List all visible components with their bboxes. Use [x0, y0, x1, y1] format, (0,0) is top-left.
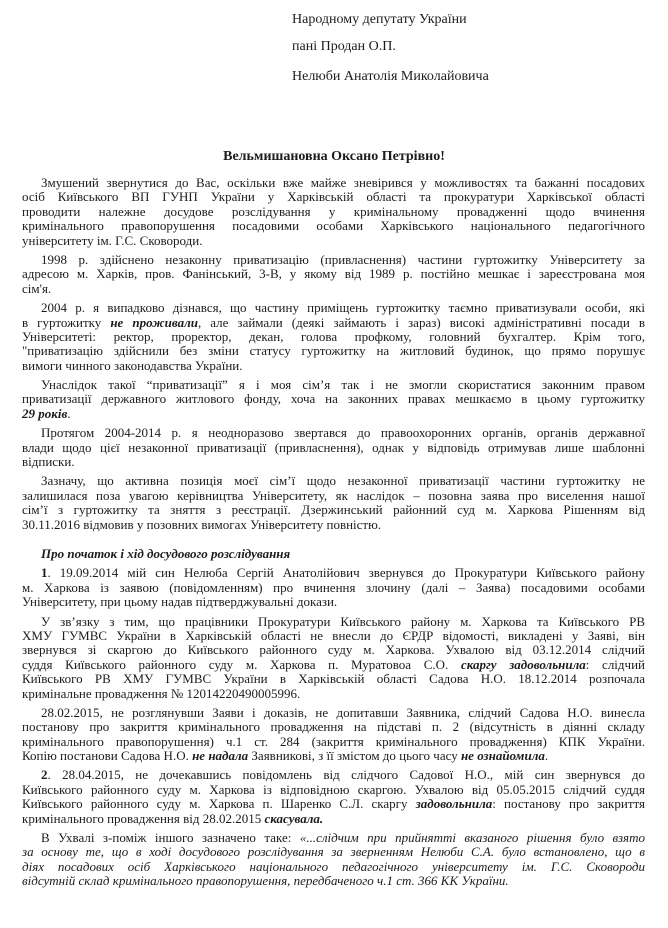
letter-body: [22, 176, 645, 889]
text-segment: кримінального правопорушення) ч.1 ст. 284 (закриття кримінального провадження) КПК України.: [22, 733, 645, 749]
paragraph: [22, 566, 645, 609]
salutation: Вельмишановна Оксано Петрівно!: [223, 149, 445, 164]
text-line: [22, 489, 645, 503]
text-line: [22, 860, 645, 874]
emphasized-text: не ознайомила: [460, 748, 545, 764]
emphasized-text: Про початок і хід досудового розслідування: [41, 545, 291, 561]
text-line: [22, 735, 645, 749]
recipient-name: пані Продан О.П.: [292, 39, 396, 54]
paragraph: [22, 426, 645, 469]
text-line: [22, 615, 645, 629]
text-segment: Університеті: ректор, проректор, декан, голова профкому, головний бухгалтер. Крім того,: [22, 328, 645, 344]
paragraph: [22, 474, 645, 532]
text-segment: : постанову про закриття: [492, 796, 645, 812]
text-segment: В Ухвалі з-поміж іншого зазначено таке:: [41, 830, 300, 846]
sender-name: Нелюби Анатолія Миколайовича: [292, 69, 489, 84]
text-line: [22, 441, 645, 455]
text-segment: . 19.09.2014 мій син Нелюба Сергій Анатолійович звернувся до Прокуратури Київського району: [47, 565, 645, 581]
text-line: [22, 455, 645, 469]
paragraph: [22, 706, 645, 764]
text-segment: 30.11.2016 відмовив у позовних вимогах Університету повністю.: [22, 516, 382, 532]
text-line: [22, 392, 645, 406]
text-line: [22, 629, 645, 643]
text-segment: кримінальне провадження № 12014220490005996.: [22, 685, 301, 701]
text-segment: 1998 р. здійснено незаконну приватизацію (привласнення) частини гуртожитку Університету за: [41, 251, 645, 267]
text-segment: Копію постанови Садова Н.О.: [22, 748, 193, 764]
text-line: [22, 706, 645, 720]
text-line: [22, 797, 645, 811]
paragraph: [22, 831, 645, 889]
text-segment: адресою м. Харків, пров. Фанінський, 3-В, у якому від 1989 р. постійно мешкає і зареєстрована моя: [22, 266, 645, 282]
text-line: [22, 658, 645, 672]
text-segment: ХМУ ГУМВС України в Харківській області не внесли до ЄРДР відомості, викладені у Заяві, він: [22, 627, 645, 643]
paragraph: [22, 615, 645, 701]
text-line: [22, 503, 645, 517]
text-segment: 28.02.2015, не розглянувши Заяви і доказів, не допитавши Заявника, слідчий Садова Н.О. винесла: [41, 704, 645, 720]
text-segment: суддя Київського районного суду м. Харкова п. Муратовоа С.О.: [22, 656, 461, 672]
text-line: [22, 518, 645, 532]
text-segment: в гуртожитку: [22, 314, 111, 330]
text-segment: .: [67, 405, 71, 421]
text-segment: постанову про закриття кримінального провадження на підставі п. 2 (відсутність в діянні складу: [22, 719, 645, 735]
text-segment: сім'я.: [22, 280, 52, 296]
text-segment: Унаслідок такої “приватизації” я і моя сім’я так і не змогли скористатися законним правом: [41, 377, 645, 393]
text-segment: проводити належне досудове розслідування у кримінальному провадженні щодо вчинення: [22, 203, 645, 219]
emphasized-text: не проживали: [110, 314, 198, 330]
text-segment: кримінального провадження від 28.02.2015: [22, 810, 265, 826]
section-heading: [22, 547, 645, 561]
text-segment: відписки.: [22, 454, 75, 470]
text-segment: Зазначу, що активна позиція моєї сім’ї щодо незаконної приватизації частини гуртожитку не: [41, 473, 645, 489]
emphasized-text: скаргу задовольнила: [460, 656, 586, 672]
text-segment: кримінального правопорушення посадовими особами Харківського національного педагогічного: [22, 218, 645, 234]
text-segment: "приватизацію здійснили без зміни статусу гуртожитку на житловий будинок, що прямо порушує: [22, 343, 645, 359]
text-line: [22, 672, 645, 686]
text-line: [22, 566, 645, 580]
text-segment: Заявникові, з її змістом до цього часу: [248, 748, 461, 764]
text-line: [22, 474, 645, 488]
text-segment: У зв’язку з тим, що працівники Прокуратури Київського району м. Харкова та Київського РВ: [41, 613, 645, 629]
text-line: [22, 378, 645, 392]
text-segment: осіб Київського ВП ГУНП України у Харківській області та прокуратури Харківської області: [22, 189, 645, 205]
text-line: [22, 301, 645, 315]
emphasized-text: 29 років: [22, 405, 68, 421]
text-segment: сім’ї з гуртожитку та зняття з реєстрації. Дзержинський районний суд м. Харкова Рішенням від: [22, 502, 645, 518]
text-segment: звернувся зі скаргою до Київського районного суду м. Харкова. Ухвалою від 03.12.2014 слідчий: [22, 642, 645, 658]
text-line: [22, 426, 645, 440]
text-line: [22, 874, 645, 888]
text-line: [22, 768, 645, 782]
text-line: [22, 205, 645, 219]
text-line: [22, 643, 645, 657]
text-line: [22, 595, 645, 609]
text-line: [22, 831, 645, 845]
emphasized-text: за основу те, що в ході досудового розслідування за зверненням Нелюби С.А. було встановлено, що в: [22, 844, 645, 860]
text-segment: Київського РВ ХМУ ГУМВС України в Харківській області Садова Н.О. 18.12.2014 розпочала: [22, 671, 645, 687]
text-segment: , але займали (деякі займають і зараз) високі адміністративні посади в: [197, 314, 645, 330]
text-line: [22, 190, 645, 204]
text-line: [22, 219, 645, 233]
paragraph: [22, 768, 645, 826]
emphasized-text: не надала: [192, 748, 249, 764]
text-line: [22, 547, 645, 561]
text-segment: Київського районного суду м. Харкова п. Шаренко С.Л. скаргу: [22, 796, 416, 812]
emphasized-text: відсутній склад кримінального правопорушення, передбаченого ч.1 ст. 366 КК України.: [22, 873, 509, 889]
text-line: [22, 845, 645, 859]
text-segment: університету ім. Г.С. Сковороди.: [22, 232, 203, 248]
paragraph: [22, 301, 645, 373]
emphasized-text: задовольнила: [415, 796, 493, 812]
text-segment: залишилася поза увагою керівництва Університету, як наслідок – позовна заява про виселення нашої: [22, 487, 645, 503]
text-segment: : слідчий: [585, 656, 645, 672]
text-line: [22, 359, 645, 373]
text-line: [22, 687, 645, 701]
text-line: [22, 783, 645, 797]
text-segment: Київського районного суду м. Харкова із відповідною скаргою. Ухвалою від 05.05.2015 слідчий суддя: [22, 781, 645, 797]
text-line: [22, 282, 645, 296]
text-line: [22, 581, 645, 595]
text-line: [22, 234, 645, 248]
text-segment: 2004 р. я випадково дізнався, що частину приміщень гуртожитку таємно приватизували особи, які: [41, 300, 645, 316]
text-segment: .: [544, 748, 549, 764]
text-segment: Протягом 2004-2014 р. я неодноразово звертався до правоохоронних органів, органів державної: [41, 425, 645, 441]
text-segment: . 28.04.2015, не дочекавшись повідомлень від слідчого Садової Н.О., мій син звернувся до: [47, 767, 645, 783]
paragraph: [22, 378, 645, 421]
recipient-title: Народному депутату України: [292, 12, 467, 27]
text-line: [22, 316, 645, 330]
emphasized-text: діях посадових осіб Харківського національного педагогічного університету ім. Г.С. Сковороди: [22, 858, 645, 874]
text-line: [22, 176, 645, 190]
emphasized-text: «...слідчим при прийнятті вказаного рішення було взято: [299, 830, 645, 846]
text-line: [22, 253, 645, 267]
emphasized-text: 1: [41, 565, 48, 581]
text-line: [22, 267, 645, 281]
text-line: [22, 344, 645, 358]
text-segment: м. Харкова із заявою (повідомленням) про вчинення злочину (далі – Заява) посадовими особами: [22, 579, 645, 595]
text-line: [22, 812, 645, 826]
text-segment: Змушений звернутися до Вас, оскільки вже майже зневірився у можливостях та бажанні посадових: [41, 175, 645, 190]
text-line: [22, 330, 645, 344]
text-segment: вимоги чинного законодавства України.: [22, 357, 243, 373]
emphasized-text: 2: [41, 767, 48, 783]
text-segment: Університету, при цьому надав підтверджувальні докази.: [22, 594, 338, 610]
text-line: [22, 720, 645, 734]
emphasized-text: скасувала.: [264, 810, 324, 826]
text-segment: влади щодо цієї незаконної приватизації (привласнення), однак у відповідь отримував лише шаблонні: [22, 439, 645, 455]
text-line: [22, 407, 645, 421]
paragraph: [22, 176, 645, 248]
text-line: [22, 749, 645, 763]
paragraph: [22, 253, 645, 296]
text-segment: приватизації державного житлового фонду, хоча на законних правах мешкаємо в цьому гуртожитку: [22, 391, 645, 407]
